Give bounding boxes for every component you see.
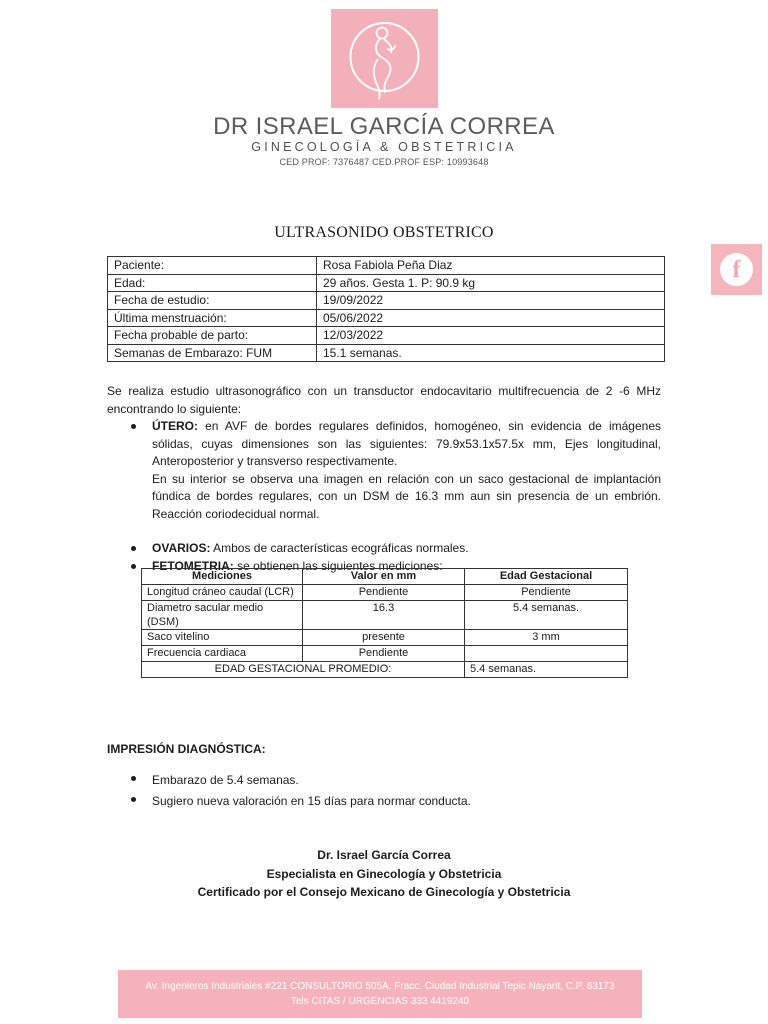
list-item-utero (128, 418, 661, 523)
intro-paragraph: Se realiza estudio ultrasonográfico con un transductor endocavitario multifrecuencia de 2 -6 MHz encontrando lo siguiente: (107, 384, 661, 416)
last-menstruation-value: 05/06/2022 (317, 309, 665, 327)
doctor-name-heading: DR ISRAEL GARCÍA CORREA (213, 113, 555, 140)
table-cell: Diametro sacular medio (DSM) (142, 601, 303, 630)
list-item: Sugiero nueva valoración en 15 días para normar conducta. (128, 791, 661, 812)
signature-certification: Certificado por el Consejo Mexicano de Ginecología y Obstetricia (197, 885, 571, 899)
column-header: Mediciones (142, 569, 303, 585)
column-header: Valor en mm (303, 569, 465, 585)
footer-phones: Tels CITAS / URGENCIAS 333 4419240 (290, 995, 470, 1007)
table-cell: Pendiente (465, 585, 628, 601)
facebook-glyph: f (732, 256, 741, 283)
table-row (108, 309, 665, 327)
table-cell: 5.4 semanas. (465, 601, 628, 630)
report-title: ULTRASONIDO OBSTETRICO (274, 224, 494, 241)
doctor-specialty: GINECOLOGÍA & OBSTETRICIA (251, 140, 517, 154)
facebook-icon (720, 253, 753, 286)
weeks-value: 15.1 semanas. (317, 344, 665, 362)
doctor-credentials: CED PROF: 7376487 CED.PROF ESP: 10993648 (279, 157, 489, 167)
patient-label: Paciente: (108, 257, 317, 275)
table-row (142, 601, 628, 630)
table-row (142, 630, 628, 646)
patient-value: Rosa Fabiola Peña Diaz (317, 257, 665, 275)
utero-text: en AVF de bordes regulares definidos, homogéneo, sin evidencia de imágenes sólidas, cuyas dimensiones son las siguientes: 79.9x53.1x57.5x mm, Ejes longitudinal, Anteroposterior y transverso respectivamente. (152, 419, 661, 468)
table-cell: Frecuencia cardiaca (142, 646, 303, 662)
signature-name: Dr. Israel García Correa (317, 848, 451, 862)
findings-list (128, 418, 661, 575)
table-row (108, 344, 665, 362)
last-menstruation-label: Última menstruación: (108, 309, 317, 327)
table-row (108, 274, 665, 292)
pregnant-woman-silhouette-icon (331, 9, 438, 108)
list-item-ovarios (128, 540, 661, 558)
footer-banner (118, 970, 642, 1018)
utero-label: ÚTERO: (152, 419, 198, 433)
ovarios-label: OVARIOS: (152, 541, 211, 555)
age-label: Edad: (108, 274, 317, 292)
table-row (142, 646, 628, 662)
table-row (108, 257, 665, 275)
due-date-label: Fecha probable de parto: (108, 327, 317, 345)
table-row (108, 327, 665, 345)
table-cell: 16.3 (303, 601, 465, 630)
footer-address: Av. Ingenieros Industriales #221 CONSULTORIO 505A. Fracc. Ciudad Industrial Tepic Nayarit, C.P. 63173 (145, 981, 615, 992)
utero-text-continued: En su interior se observa una imagen en relación con un saco gestacional de implantación fúndica de bordes regulares, con un DSM de 16.3 mm aun sin presencia de un embrión. Reacción coriodecidual normal. (152, 471, 661, 521)
table-row (108, 292, 665, 310)
fetometry-table (141, 568, 628, 678)
table-cell: Pendiente (303, 646, 465, 662)
table-cell: Pendiente (303, 585, 465, 601)
logo (331, 9, 438, 108)
patient-info-table (107, 256, 665, 362)
table-cell (465, 646, 628, 662)
fetometria-label: FETOMETRIA: (152, 558, 234, 573)
study-date-label: Fecha de estudio: (108, 292, 317, 310)
study-date-value: 19/09/2022 (317, 292, 665, 310)
table-header-row (142, 569, 628, 585)
facebook-button[interactable] (711, 244, 762, 295)
impression-title: IMPRESIÓN DIAGNÓSTICA: (107, 742, 266, 756)
table-cell: Longitud cráneo caudal (LCR) (142, 585, 303, 601)
weeks-label: Semanas de Embarazo: FUM (108, 344, 317, 362)
average-value: 5.4 semanas. (465, 662, 628, 678)
ovarios-text: Ambos de características ecográficas normales. (210, 541, 469, 555)
average-label: EDAD GESTACIONAL PROMEDIO: (142, 662, 465, 678)
impression-list (128, 770, 661, 812)
table-cell: Saco vitelino (142, 630, 303, 646)
fetometria-text: se obtienen las siguientes mediciones: (233, 558, 443, 573)
table-row (142, 585, 628, 601)
table-row-average (142, 662, 628, 678)
column-header: Edad Gestacional (465, 569, 628, 585)
due-date-value: 12/03/2022 (317, 327, 665, 345)
age-value: 29 años. Gesta 1. P: 90.9 kg (317, 274, 665, 292)
table-cell: 3 mm (465, 630, 628, 646)
list-item: Embarazo de 5.4 semanas. (128, 770, 661, 791)
table-cell: presente (303, 630, 465, 646)
signature-specialty: Especialista en Ginecología y Obstetricia (266, 866, 502, 881)
signature-block (0, 846, 768, 902)
